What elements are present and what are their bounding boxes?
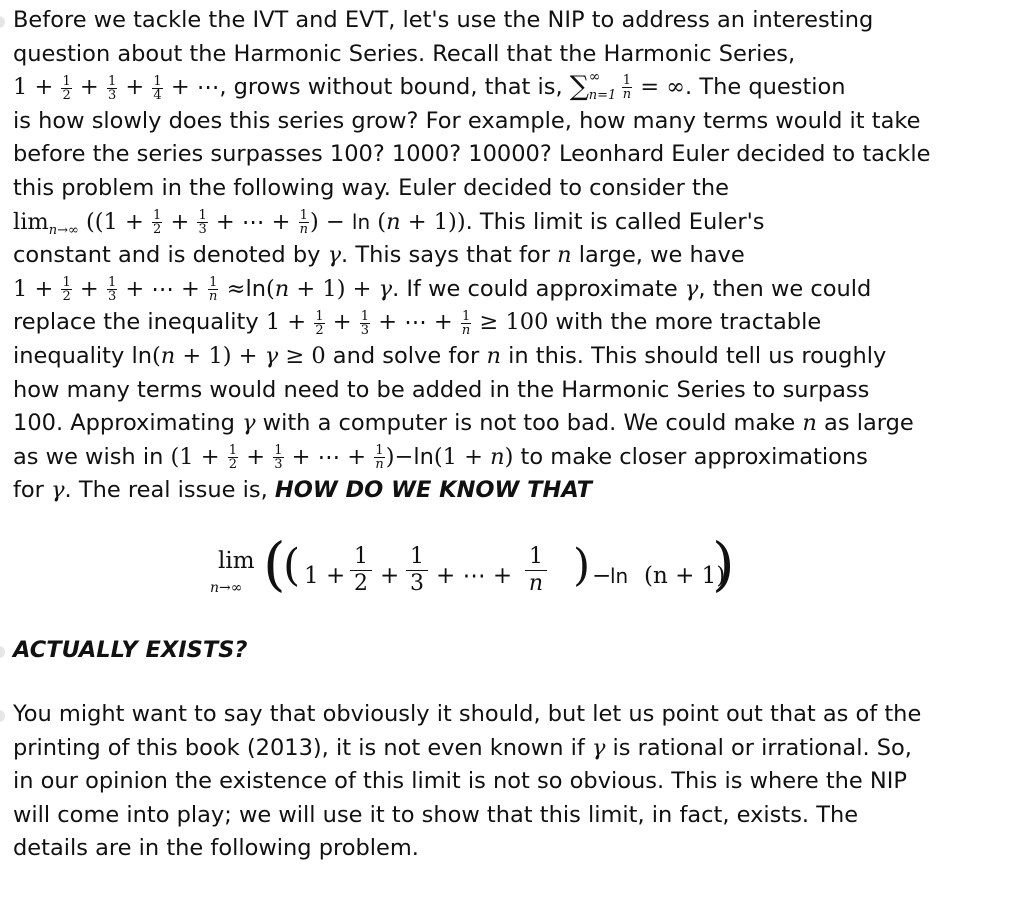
- ln-operator: ln: [610, 564, 629, 588]
- paragraph-marker: [0, 16, 5, 28]
- text-line: constant and is denoted by γ. This says that for n large, we have: [13, 242, 745, 269]
- text-line: inequality ln(n + 1) + γ ≥ 0 and solve for n in this. This should tell us roughly: [13, 342, 887, 369]
- ln-operator: ln: [351, 209, 371, 234]
- limit-subscript: n→∞: [48, 222, 79, 238]
- infinity-symbol: ∞: [666, 74, 686, 101]
- text-span: Before we tackle the IVT and EVT, let's use the NIP to address an interesting: [13, 7, 874, 33]
- question-heading: [13, 634, 1003, 668]
- sum-symbol: ∑ ∞ n=1: [569, 69, 617, 104]
- text-line: 100. Approximating γ with a computer is not too bad. We could make n as large: [13, 410, 914, 437]
- text-span: this problem in the following way. Euler decided to consider the: [13, 174, 729, 201]
- text-line: $\lim_{n\to\infty} ((1$ + $\frac{1}{2}$ + $\frac{1}{3}$ + ⋯ + $\frac{1}{n}$ ) − ln (n + 1)). This limit is called Euler's: [13, 208, 765, 238]
- paragraph-marker: [0, 646, 5, 658]
- text-line: [13, 38, 1003, 72]
- emphasis-text: HOW DO WE KNOW THAT: [274, 477, 592, 504]
- limit-operator: lim: [218, 548, 255, 574]
- text-span: question about the Harmonic Series. Recall that the Harmonic Series,: [13, 40, 796, 67]
- display-equation: lim n→∞ ( ( 1 + $\frac{1}{2}$ + $\frac{1}{3}$ + ⋯ + $\frac{1}{n}$ ) − ln (n + 1) ): [210, 530, 735, 598]
- text-line: [13, 4, 1003, 38]
- text-line: [13, 105, 1003, 139]
- limit-subscript: n→∞: [210, 580, 243, 596]
- text-span: , grows without bound, that is,: [219, 74, 570, 101]
- text-line: [13, 138, 1003, 172]
- text-line: will come into play; we will use it to show that this limit, in fact, exists. The: [13, 801, 859, 828]
- text-line: You might want to say that obviously it should, but let us point out that as of the: [13, 701, 922, 727]
- text-span: . The question: [685, 74, 846, 101]
- text-span: is how slowly does this series grow? For example, how many terms would it take: [13, 107, 921, 134]
- paragraph-conclusion: [13, 698, 1003, 866]
- harmonic-series-inline: 1 + $\frac{1}{2}$ + $\frac{1}{3}$ + $\frac{1}{4}$ + ⋯: [13, 73, 220, 103]
- text-span: before the series surpasses 100? 1000? 10000? Leonhard Euler decided to tackle: [13, 141, 931, 168]
- text-line: for γ. The real issue is, HOW DO WE KNOW THAT: [13, 477, 592, 504]
- limit-operator: lim: [13, 208, 49, 235]
- paragraph-marker: [0, 710, 5, 722]
- text-line: [13, 172, 1003, 206]
- text-line: details are in the following problem.: [13, 835, 419, 862]
- text-span: . This limit is called Euler's: [465, 208, 765, 235]
- text-line: how many terms would need to be added in the Harmonic Series to surpass: [13, 376, 870, 403]
- text-line: printing of this book (2013), it is not even known if γ is rational or irrational. So,: [13, 734, 912, 761]
- text-line: 1 + $\frac{1}{2}$ + $\frac{1}{3}$ + ⋯ + $\frac{1}{n}$ ≈ln(n + 1) + γ. If we could approximate γ, then we could: [13, 275, 872, 305]
- text-line: in our opinion the existence of this limit is not so obvious. This is where the NIP: [13, 768, 907, 795]
- paragraph-intro: [13, 4, 1003, 508]
- heading-text: ACTUALLY EXISTS?: [13, 637, 248, 663]
- text-line: 1 + $\frac{1}{2}$ + $\frac{1}{3}$ + $\frac{1}{4}$ + ⋯, grows without bound, that is, ∑ ∞ n=1 $\frac{1}{n}$ = ∞. The question: [13, 69, 846, 104]
- text-line: replace the inequality 1 + $\frac{1}{2}$ + $\frac{1}{3}$ + ⋯ + $\frac{1}{n}$ ≥ 100 with the more tractable: [13, 308, 822, 338]
- text-line: as we wish in (1 + $\frac{1}{2}$ + $\frac{1}{3}$ + ⋯ + $\frac{1}{n}$ )−ln(1 + n) to make closer approximations: [13, 443, 868, 473]
- gamma-symbol: γ: [327, 242, 342, 269]
